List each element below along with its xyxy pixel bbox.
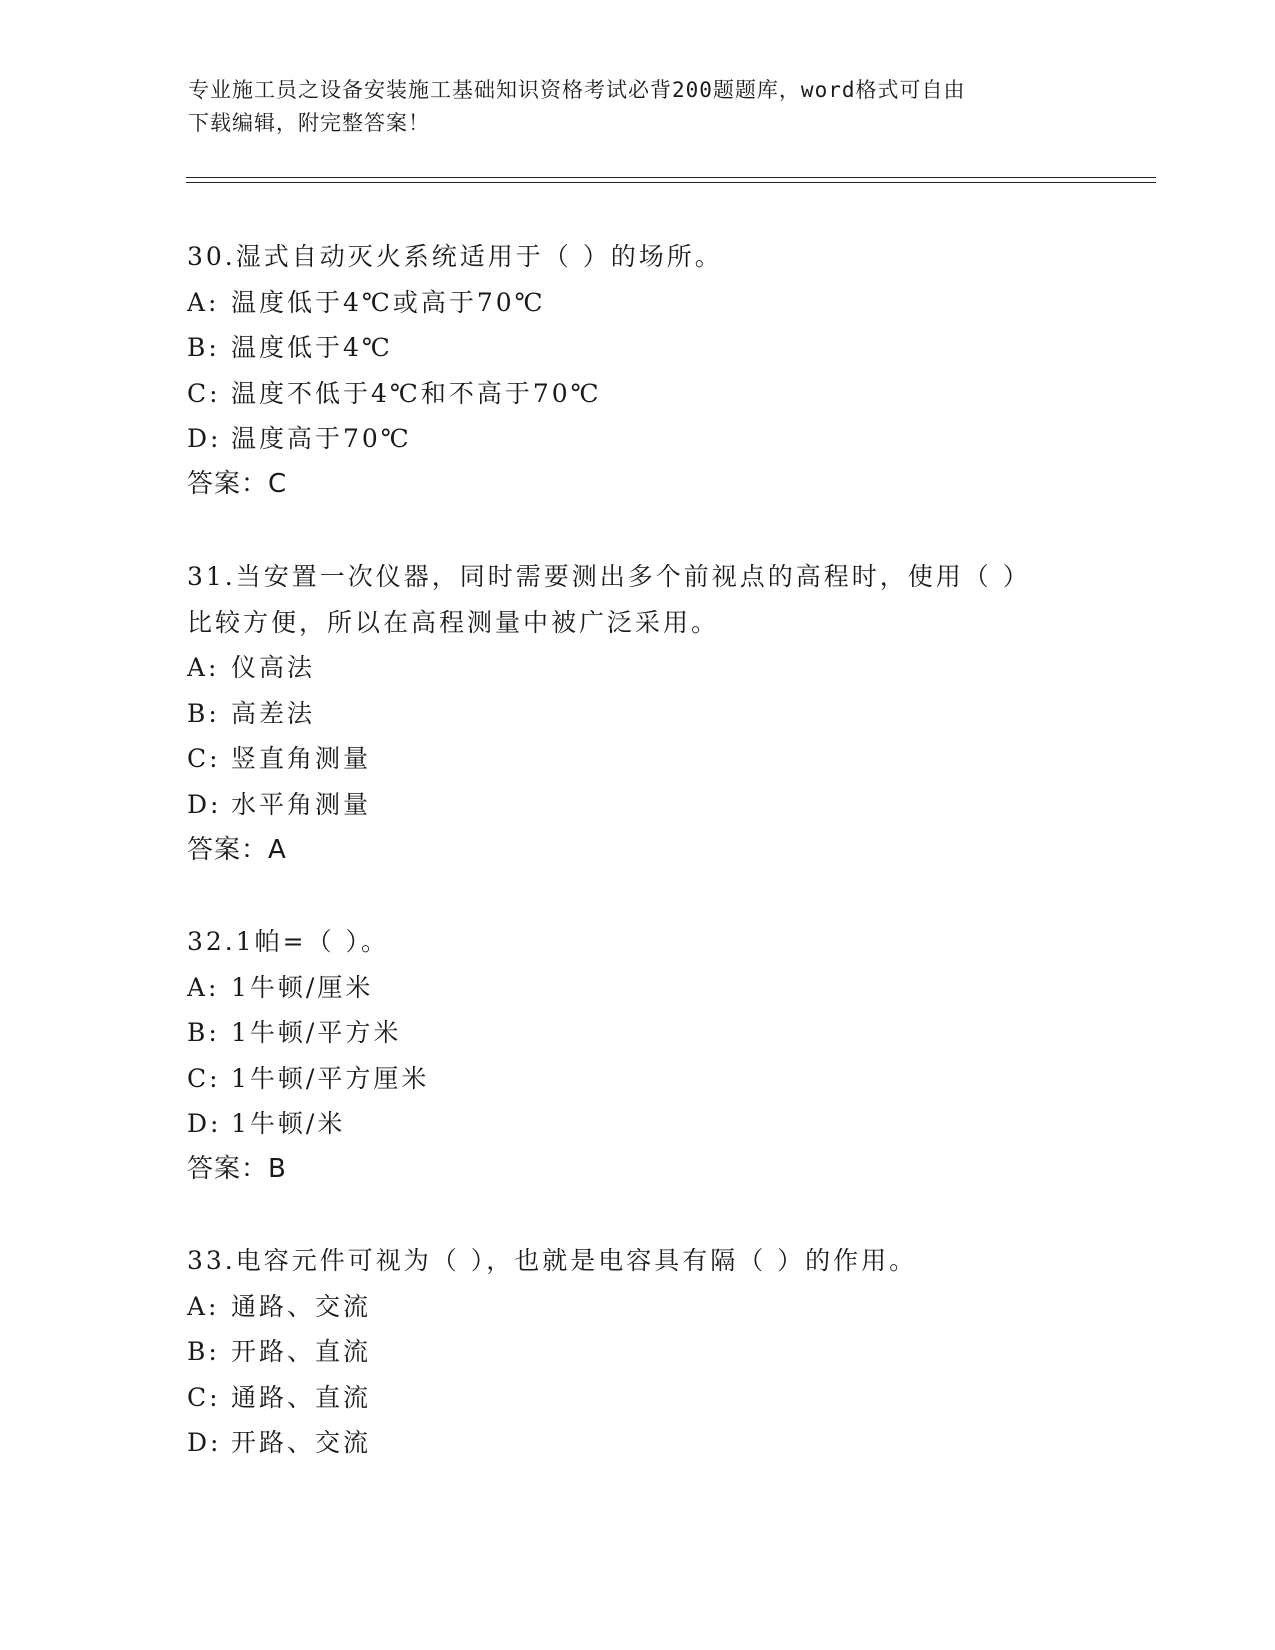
option-letter: B:: [187, 1018, 220, 1048]
option-letter: B:: [187, 698, 220, 728]
header-line-1: 专业施工员之设备安装施工基础知识资格考试必背200题题库，word格式可自由: [188, 78, 966, 102]
option-text: 温度高于70℃: [231, 424, 412, 454]
option-b: [187, 325, 1087, 371]
option-a: [187, 1284, 1087, 1330]
option-b: [187, 1010, 1087, 1056]
option-d: [187, 1420, 1087, 1466]
option-text: 温度不低于4℃和不高于70℃: [231, 378, 602, 408]
option-c: [187, 371, 1087, 417]
question-33: [187, 1238, 1087, 1466]
option-text: 仪高法: [231, 653, 316, 683]
option-d: [187, 1101, 1087, 1147]
option-a: [187, 645, 1087, 691]
header-rule-top: [186, 177, 1156, 178]
header-line-2: 下载编辑，附完整答案！: [188, 111, 430, 135]
option-text: 1牛顿/米: [231, 1109, 346, 1139]
option-letter: D:: [187, 1109, 222, 1139]
option-a: [187, 280, 1087, 326]
option-text: 温度低于4℃或高于70℃: [231, 287, 546, 317]
question-30: [187, 234, 1087, 508]
option-letter: C:: [187, 1063, 221, 1093]
document-header: [188, 74, 1088, 140]
option-letter: D:: [187, 789, 222, 819]
option-letter: A:: [187, 653, 220, 683]
option-text: 开路、交流: [231, 1428, 372, 1458]
option-text: 开路、直流: [231, 1337, 372, 1367]
header-rule-bottom: [186, 182, 1156, 183]
question-stem-continued: 比较方便，所以在高程测量中被广泛采用。: [187, 607, 720, 637]
option-c: [187, 736, 1087, 782]
option-letter: D:: [187, 424, 222, 454]
option-b: [187, 1329, 1087, 1375]
option-letter: B:: [187, 1337, 220, 1367]
answer-line: 答案：A: [187, 834, 287, 865]
option-text: 1牛顿/平方厘米: [231, 1063, 430, 1093]
option-letter: C:: [187, 744, 221, 774]
option-letter: A:: [187, 287, 220, 317]
option-a: [187, 965, 1087, 1011]
option-text: 竖直角测量: [231, 744, 372, 774]
question-stem: 31.当安置一次仪器，同时需要测出多个前视点的高程时，使用（ ）: [187, 562, 1031, 591]
answer-line: 答案：C: [187, 468, 288, 499]
option-letter: A:: [187, 1291, 220, 1321]
option-c: [187, 1056, 1087, 1102]
question-stem: 33.电容元件可视为（ ），也就是电容具有隔（ ）的作用。: [187, 1246, 918, 1275]
question-stem: 30.湿式自动灭火系统适用于（ ）的场所。: [187, 242, 723, 271]
option-letter: C:: [187, 378, 221, 408]
question-31: [187, 554, 1087, 873]
option-letter: B:: [187, 333, 220, 363]
option-d: [187, 782, 1087, 828]
option-text: 通路、直流: [231, 1382, 372, 1412]
question-stem: 32.1帕=（ ）。: [187, 927, 390, 956]
option-text: 1牛顿/厘米: [231, 972, 374, 1002]
option-b: [187, 691, 1087, 737]
option-text: 高差法: [231, 698, 316, 728]
option-letter: C:: [187, 1382, 221, 1412]
option-text: 水平角测量: [231, 789, 372, 819]
option-c: [187, 1375, 1087, 1421]
question-32: [187, 919, 1087, 1193]
answer-line: 答案：B: [187, 1153, 287, 1184]
option-text: 通路、交流: [231, 1291, 372, 1321]
option-text: 温度低于4℃: [231, 333, 393, 363]
option-d: [187, 416, 1087, 462]
option-letter: A:: [187, 972, 220, 1002]
option-letter: D:: [187, 1428, 222, 1458]
option-text: 1牛顿/平方米: [231, 1018, 402, 1048]
